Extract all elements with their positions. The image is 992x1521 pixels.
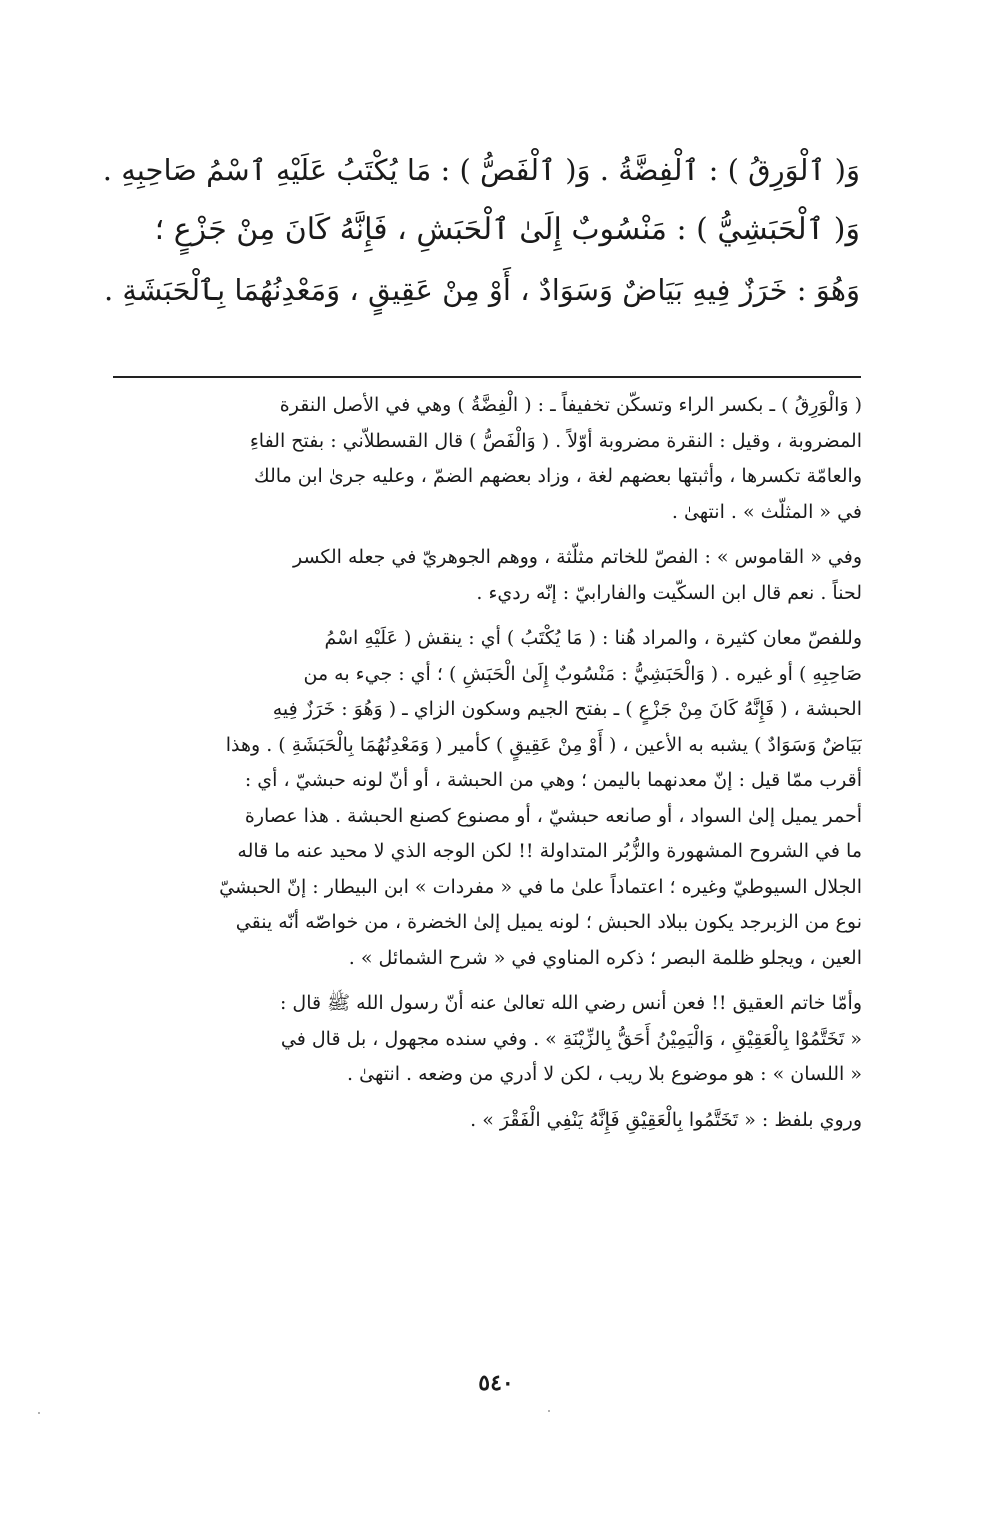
footnote-line: وفي « القاموس » : الفصّ للخاتم مثلّثة ، ووهم الجوهريّ في جعله الكسر <box>292 546 862 568</box>
footnote-line: وروي بلفظ : « تَخَتَّمُوا بِالْعَقِيْقِ فَإِنَّهُ يَنْفِي الْفَقْرَ » . <box>470 1108 862 1131</box>
footnote-line: الجلال السيوطيّ وغيره ؛ اعتماداً علىٰ ما في « مفردات » ابن البيطار : إنّ الحبشيّ <box>219 875 862 898</box>
footnote-separator <box>113 376 861 378</box>
footnote-line: الحبشة ، ( فَإِنَّهُ كَانَ مِنْ جَزْعٍ ) ـ بفتح الجيم وسكون الزاي ـ ( وَهُوَ : خَرَزٌ فِيهِ <box>272 698 862 720</box>
footnote-line: نوع من الزبرجد يكون ببلاد الحبش ؛ لونه يميل إلىٰ الخضرة ، من خواصّه أنّه ينقي <box>235 911 862 933</box>
footnote-line: وأمّا خاتم العقيق !! فعن أنس رضي الله تعالىٰ عنه أنّ رسول الله ﷺ قال : <box>279 992 862 1014</box>
scan-speck <box>548 1410 550 1412</box>
footnote-paragraph <box>100 540 862 611</box>
footnote-paragraph <box>100 986 862 1093</box>
footnote-line: العين ، ويجلو ظلمة البصر ؛ ذكره المناوي في « شرح الشمائل » . <box>348 946 862 969</box>
page-number: ٥٤٠ <box>478 1370 514 1396</box>
footnote-line: في « المثلّث » . انتهىٰ . <box>671 500 862 523</box>
footnote-line: ( وَالْوَرِقُ ) ـ بكسر الراء وتسكّن تخفيفاً ـ : ( الْفِضَّةُ ) وهي في الأصل النقرة <box>279 394 862 416</box>
footnote-line: لحناً . نعم قال ابن السكّيت والفارابيّ : إنّه رديء . <box>476 581 862 604</box>
footnote-line: « اللسان » : هو موضوع بلا ريب ، لكن لا أدري من وضعه . انتهىٰ . <box>347 1063 862 1085</box>
main-text-line: وَ( ٱلْحَبَشِيُّ ) : مَنْسُوبٌ إِلَىٰ ٱلْحَبَشِ ، فَإِنَّهُ كَانَ مِنْ جَزْعٍ ؛ <box>154 212 860 247</box>
footnote-line: أحمر يميل إلىٰ السواد ، أو صانعه حبشيّ ، أو مصنوع كصنع الحبشة . هذا عصارة <box>244 804 862 827</box>
footnote-line: بَيَاضٌ وَسَوَادٌ ) يشبه به الأعين ، ( أَوْ مِنْ عَقِيقٍ ) كأمير ( وَمَعْدِنُهُمَا بِالْحَبَشَةِ ) . وهذا <box>225 733 862 756</box>
footnote-line: ما في الشروح المشهورة والزُّبُر المتداولة !! لكن الوجه الذي لا محيد عنه ما قاله <box>237 840 862 862</box>
footnote-line: صَاحِبِهِ ) أو غيره . ( وَالْحَبَشِيُّ : مَنْسُوبٌ إِلَىٰ الْحَبَشِ ) ؛ أي : جيء به من <box>303 662 862 685</box>
footnote-line: « تَخَتَّمُوْا بِالْعَقِيْقِ ، وَالْيَمِيْنُ أَحَقُّ بِالزِّيْنَةِ » . وفي سنده مجهول ، بل قال في <box>280 1027 862 1050</box>
footnote-line: أقرب ممّا قيل : إنّ معدنهما باليمن ؛ وهي من الحبشة ، أو أنّ لونه حبشيّ ، أي : <box>244 769 862 791</box>
footnote-line: وللفصّ معان كثيرة ، والمراد هُنا : ( مَا يُكْتَبُ ) أي : ينقش ( عَلَيْهِ اسْمُ <box>324 627 862 649</box>
footnote-line: والعامّة تكسرها ، وأثبتها بعضهم لغة ، وزاد بعضهم الضمّ ، وعليه جرىٰ ابن مالك <box>254 465 862 487</box>
footnotes <box>100 388 862 1148</box>
main-text-line: وَهُوَ : خَرَزٌ فِيهِ بَيَاضٌ وَسَوَادٌ ، أَوْ مِنْ عَقِيقٍ ، وَمَعْدِنُهُمَا بِٱلْحَبَشَةِ . <box>103 273 860 307</box>
footnote-paragraph <box>100 388 862 530</box>
footnote-paragraph <box>100 1103 862 1139</box>
scan-speck <box>38 1412 40 1414</box>
main-text <box>100 140 860 320</box>
footnote-paragraph <box>100 621 862 976</box>
footnote-line: المضروبة ، وقيل : النقرة مضروبة أوّلاً . ( وَالْفَصُّ ) قال القسطلاّني : بفتح الفاءِ <box>249 429 862 452</box>
main-text-line: وَ( ٱلْوَرِقُ ) : ٱلْفِضَّةُ . وَ( ٱلْفَصُّ ) : مَا يُكْتَبُ عَلَيْهِ ٱسْمُ صَاحِبِهِ . <box>102 153 860 187</box>
